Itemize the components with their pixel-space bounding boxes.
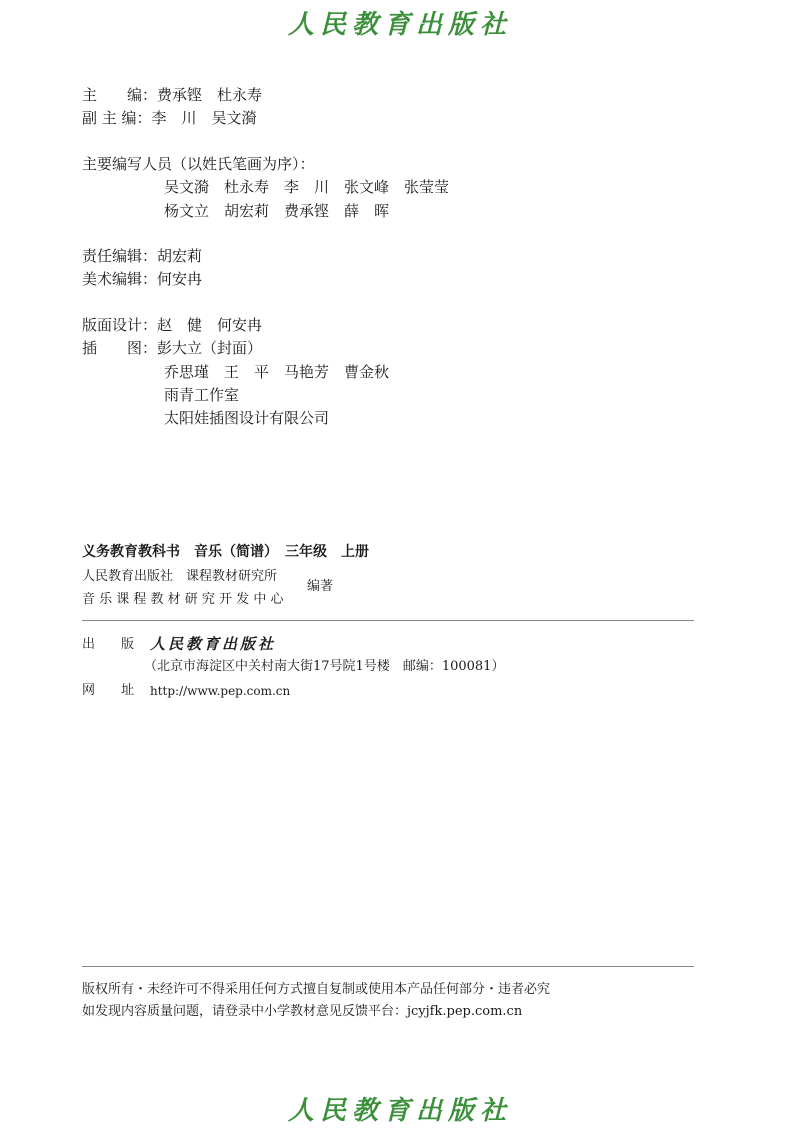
illustration-line2: 乔思瑾 王 平 马艳芳 曹金秋 — [164, 363, 390, 381]
publisher-label: 出 版 — [82, 637, 135, 652]
publisher-row — [82, 634, 134, 656]
main-writers-line1: 吴文漪 杜永寿 李 川 张文峰 张莹莹 — [164, 178, 450, 196]
book-org2: 音 乐 课 程 教 材 研 究 开 发 中 心 — [82, 592, 284, 607]
illustration-row — [82, 337, 262, 359]
illustration-label: 插 图： — [82, 339, 158, 357]
copyright-notice: 版权所有・未经许可不得采用任何方式擅自复制或使用本产品任何部分・违者必究 — [82, 982, 551, 997]
art-editor-names: 何安冉 — [157, 270, 203, 288]
chief-editor-row — [82, 84, 262, 106]
layout-design-names: 赵 健 何安冉 — [157, 316, 263, 334]
separator-bottom — [82, 966, 694, 967]
art-editor-row — [82, 268, 202, 290]
publisher-logo-bottom: 人民教育出版社 — [287, 1096, 512, 1126]
illustration-line4: 太阳娃插图设计有限公司 — [164, 409, 330, 427]
illustration-line1: 彭大立（封面） — [157, 339, 263, 357]
publisher-logo-small: 人民教育出版社 — [150, 635, 277, 653]
main-writers-label: 主要编写人员（以姓氏笔画为序）： — [82, 155, 315, 173]
layout-design-row — [82, 314, 262, 336]
main-writers-line2: 杨文立 胡宏莉 费承铿 薛 晖 — [164, 202, 390, 220]
website-link[interactable]: http://www.pep.com.cn — [150, 684, 291, 698]
art-editor-label: 美术编辑： — [82, 270, 158, 288]
book-org1: 人民教育出版社 课程教材研究所 — [82, 569, 278, 584]
book-title: 义务教育教科书 音乐（简谱） 三年级 上册 — [82, 544, 369, 560]
publisher-logo-top: 人民教育出版社 — [287, 10, 512, 40]
responsible-editor-names: 胡宏莉 — [157, 247, 203, 265]
layout-design-label: 版面设计： — [82, 316, 158, 334]
chief-editor-label: 主 编： — [82, 86, 158, 104]
chief-editor-names: 费承铿 杜永寿 — [157, 86, 263, 104]
deputy-editor-names: 李 川 吴文漪 — [151, 109, 257, 127]
publisher-address: （北京市海淀区中关村南大街17号院1号楼 邮编：100081） — [144, 659, 505, 674]
deputy-editor-label: 副 主 编： — [82, 109, 152, 127]
deputy-editor-row — [82, 107, 257, 129]
book-authored: 编著 — [307, 579, 334, 594]
web-label: 网 址 — [82, 683, 135, 698]
separator-top — [82, 620, 694, 621]
responsible-editor-row — [82, 245, 202, 267]
illustration-line3: 雨青工作室 — [164, 386, 240, 404]
feedback-notice: 如发现内容质量问题，请登录中小学教材意见反馈平台：jcyjfk.pep.com.cn — [82, 1004, 523, 1019]
responsible-editor-label: 责任编辑： — [82, 247, 158, 265]
